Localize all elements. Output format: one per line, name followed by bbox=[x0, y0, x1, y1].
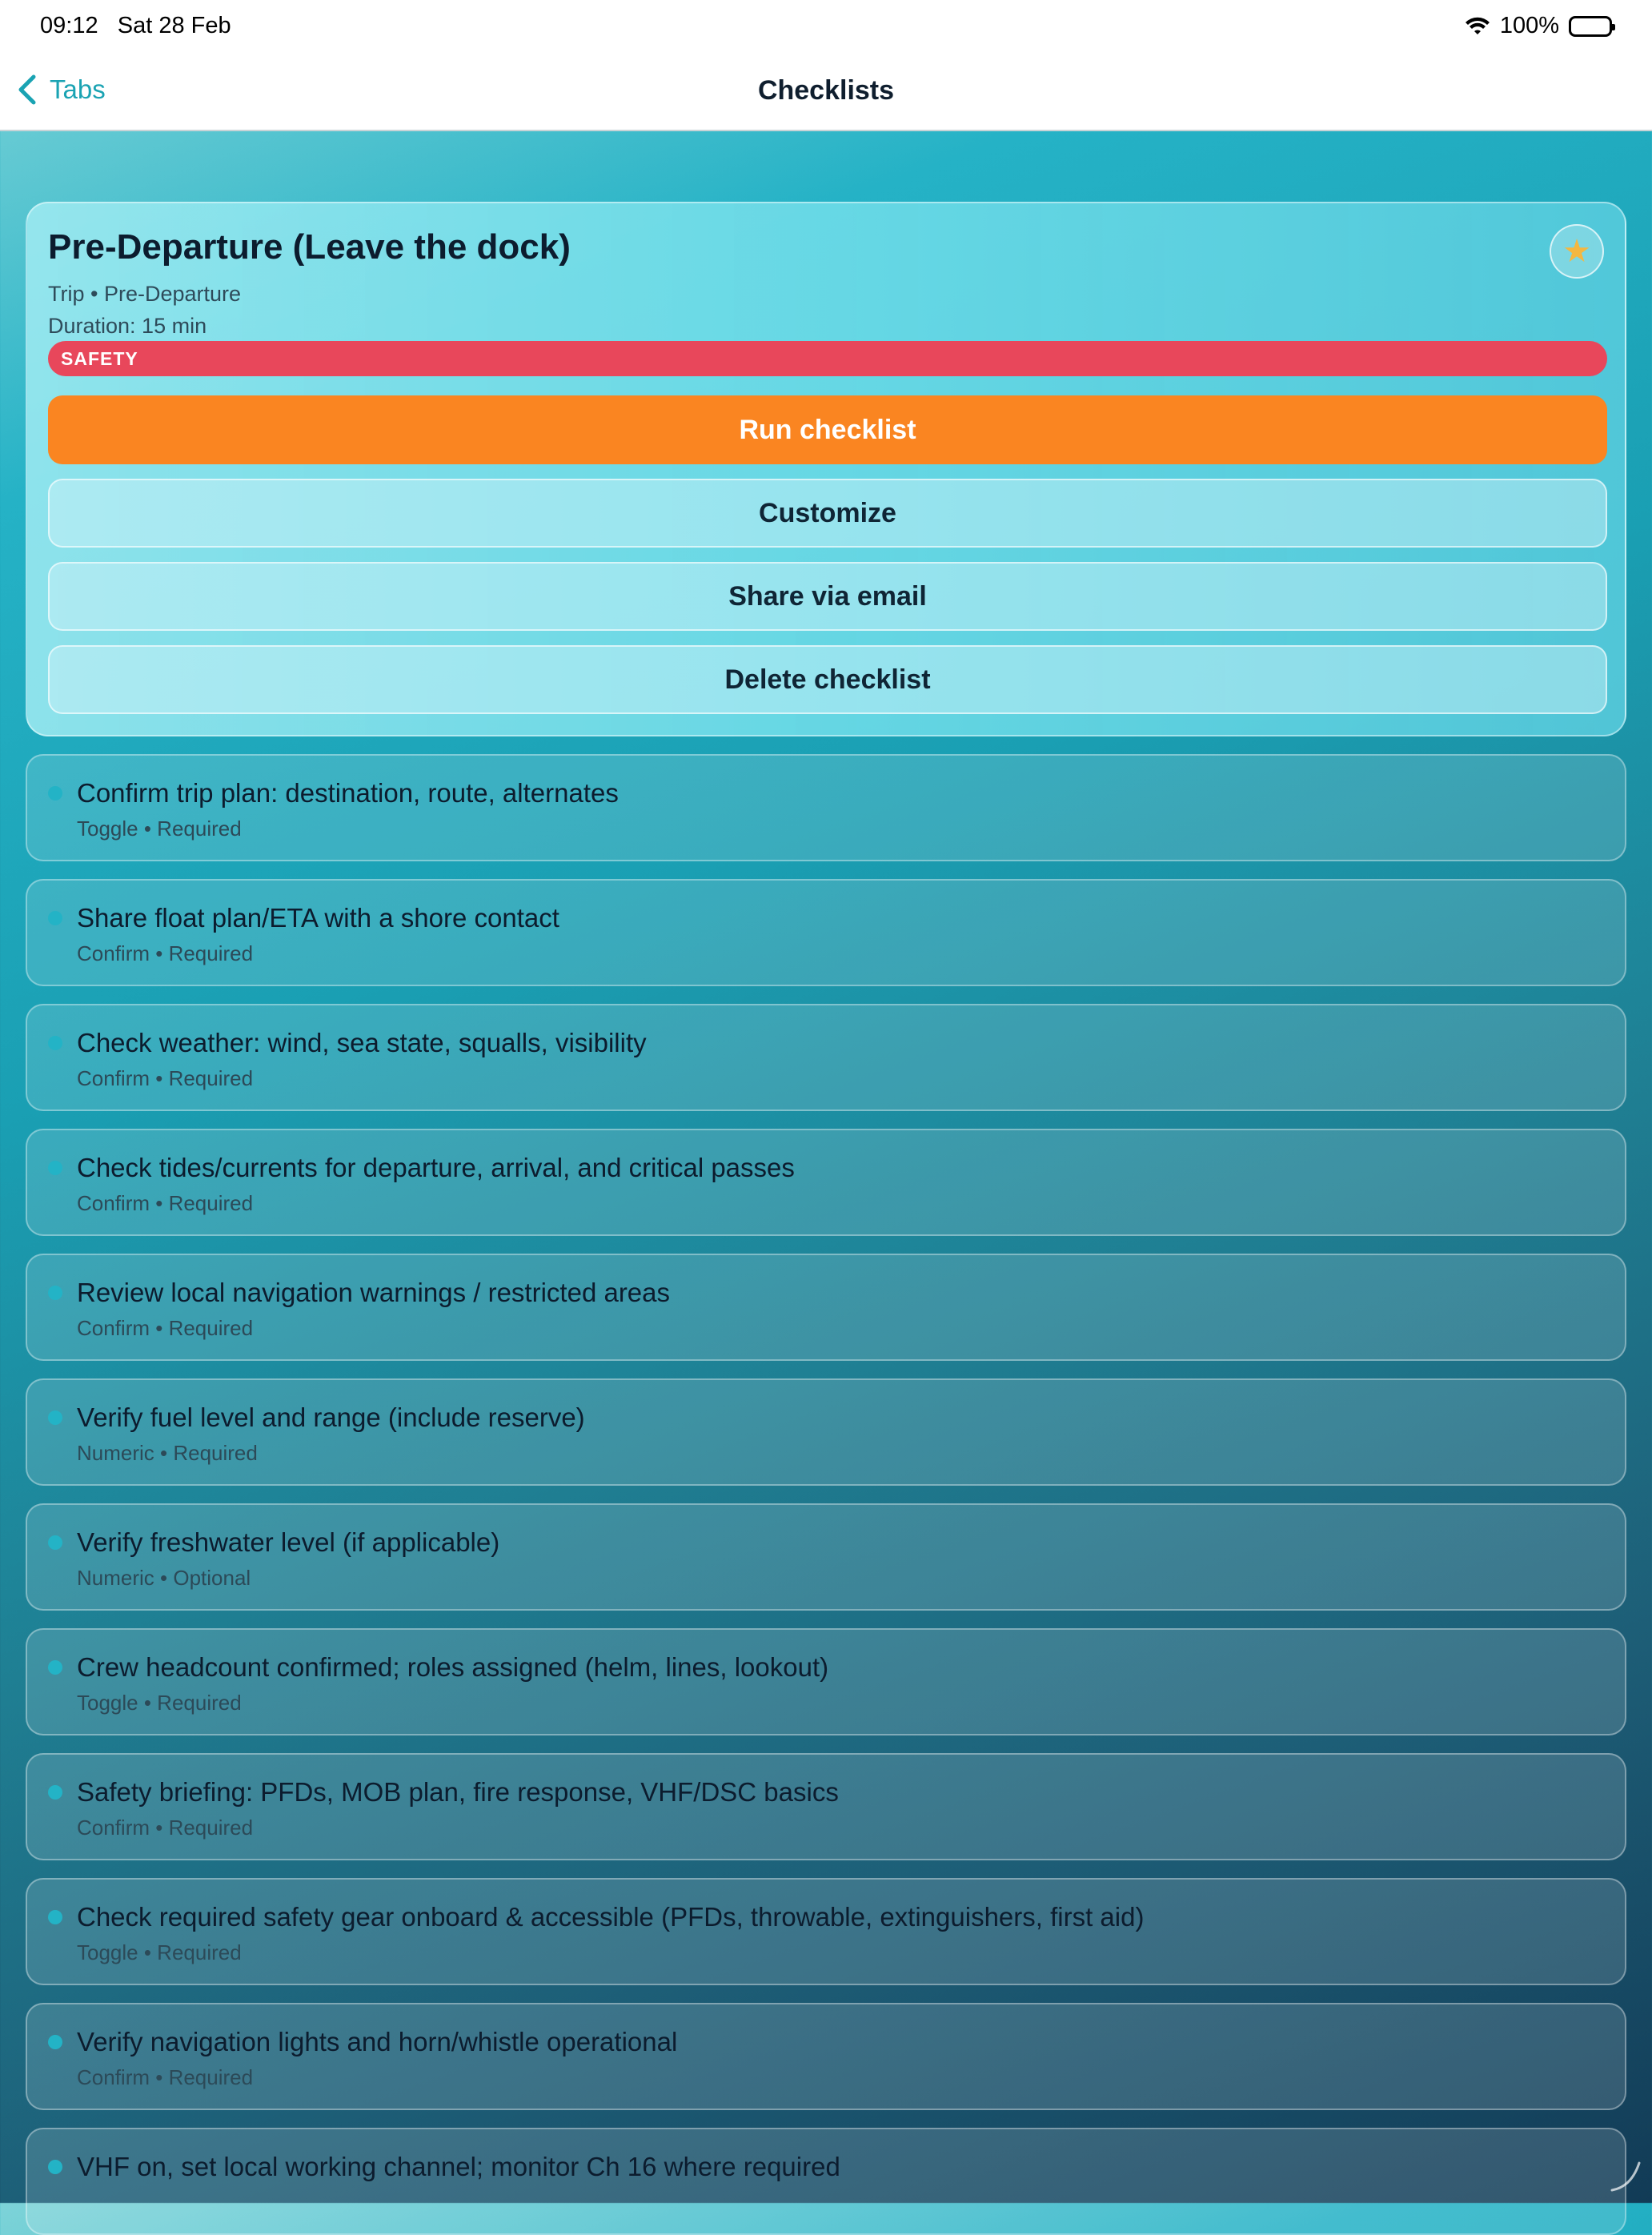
delete-checklist-button[interactable]: Delete checklist bbox=[48, 645, 1607, 714]
checklist-item[interactable] bbox=[26, 1254, 1626, 1361]
checklist-duration: Duration: 15 min bbox=[48, 314, 207, 338]
checklist-item-title: Verify fuel level and range (include reserve) bbox=[77, 1402, 585, 1432]
favorite-button[interactable] bbox=[1550, 224, 1604, 279]
checklist-item-title: Check required safety gear onboard & accessible (PFDs, throwable, extinguishers, first aid) bbox=[77, 1902, 1145, 1932]
checklist-category: Trip • Pre-Departure bbox=[48, 282, 242, 306]
checklist-item-title: Crew headcount confirmed; roles assigned (helm, lines, lookout) bbox=[77, 1652, 829, 1682]
bullet-dot-icon bbox=[48, 1410, 62, 1425]
bullet-dot-icon bbox=[48, 911, 62, 925]
checklist-item[interactable] bbox=[26, 2128, 1626, 2235]
checklist-item[interactable] bbox=[26, 1503, 1626, 1611]
checklist-item-meta: Toggle • Required bbox=[77, 1940, 242, 1964]
checklist-item[interactable] bbox=[26, 1129, 1626, 1236]
checklist-item-title: Safety briefing: PFDs, MOB plan, fire response, VHF/DSC basics bbox=[77, 1777, 839, 1807]
bullet-dot-icon bbox=[48, 2035, 62, 2049]
checklist-item-meta: Confirm • Required bbox=[77, 941, 254, 965]
checklist-item[interactable] bbox=[26, 2003, 1626, 2110]
bullet-dot-icon bbox=[48, 1286, 62, 1300]
checklist-item-title: Share float plan/ETA with a shore contact bbox=[77, 903, 559, 933]
checklist-title: Pre-Departure (Leave the dock) bbox=[48, 227, 571, 267]
resize-grip-icon[interactable] bbox=[1607, 2158, 1642, 2193]
checklist-item-meta: Numeric • Optional bbox=[77, 1566, 251, 1590]
bullet-dot-icon bbox=[48, 786, 62, 801]
checklist-item-meta: Toggle • Required bbox=[77, 817, 242, 841]
run-checklist-button[interactable]: Run checklist bbox=[48, 395, 1607, 464]
battery-percent: 100% bbox=[1499, 13, 1559, 38]
checklist-item-meta: Confirm • Required bbox=[77, 2065, 254, 2089]
checklist-item[interactable] bbox=[26, 879, 1626, 986]
checklist-item[interactable] bbox=[26, 754, 1626, 861]
checklist-item-title: Verify freshwater level (if applicable) bbox=[77, 1527, 500, 1557]
checklist-item-meta: Confirm • Required bbox=[77, 1816, 254, 1840]
checklist-item-meta: Confirm • Required bbox=[77, 1316, 254, 1340]
bullet-dot-icon bbox=[48, 1660, 62, 1675]
star-icon: ★ bbox=[1562, 234, 1591, 269]
page-title: Checklists bbox=[757, 75, 895, 106]
safety-badge: SAFETY bbox=[48, 341, 1607, 376]
checklist-item-title: Check tides/currents for departure, arrival, and critical passes bbox=[77, 1153, 795, 1182]
checklist-item-title: VHF on, set local working channel; monitor Ch 16 where required bbox=[77, 2152, 840, 2181]
checklist-item[interactable] bbox=[26, 1378, 1626, 1486]
bullet-dot-icon bbox=[48, 1161, 62, 1175]
checklist-item-title: Verify navigation lights and horn/whistle operational bbox=[77, 2027, 678, 2056]
checklist-item[interactable] bbox=[26, 1878, 1626, 1985]
bullet-dot-icon bbox=[48, 1036, 62, 1050]
bullet-dot-icon bbox=[48, 2160, 62, 2174]
checklist-item-meta: Confirm • Required bbox=[77, 1191, 254, 1215]
back-label: Tabs bbox=[50, 74, 106, 104]
checklist-item-meta: Confirm • Required bbox=[77, 1066, 254, 1090]
checklist-item-meta: Numeric • Required bbox=[77, 1441, 258, 1465]
customize-button[interactable]: Customize bbox=[48, 479, 1607, 548]
checklist-item-title: Review local navigation warnings / restricted areas bbox=[77, 1278, 671, 1307]
checklist-item-title: Confirm trip plan: destination, route, alternates bbox=[77, 778, 619, 808]
checklist-item-meta: Toggle • Required bbox=[77, 1691, 242, 1715]
checklist-header-card bbox=[26, 202, 1626, 736]
share-via-email-button[interactable]: Share via email bbox=[48, 562, 1607, 631]
checklist-item-title: Check weather: wind, sea state, squalls, visibility bbox=[77, 1028, 647, 1057]
checklist-item[interactable] bbox=[26, 1628, 1626, 1735]
status-date: Sat 28 Feb bbox=[117, 13, 231, 38]
bullet-dot-icon bbox=[48, 1535, 62, 1550]
bullet-dot-icon bbox=[48, 1910, 62, 1924]
checklist-item[interactable] bbox=[26, 1004, 1626, 1111]
status-time: 09:12 bbox=[40, 13, 98, 38]
checklist-item[interactable] bbox=[26, 1753, 1626, 1860]
bullet-dot-icon bbox=[48, 1785, 62, 1800]
